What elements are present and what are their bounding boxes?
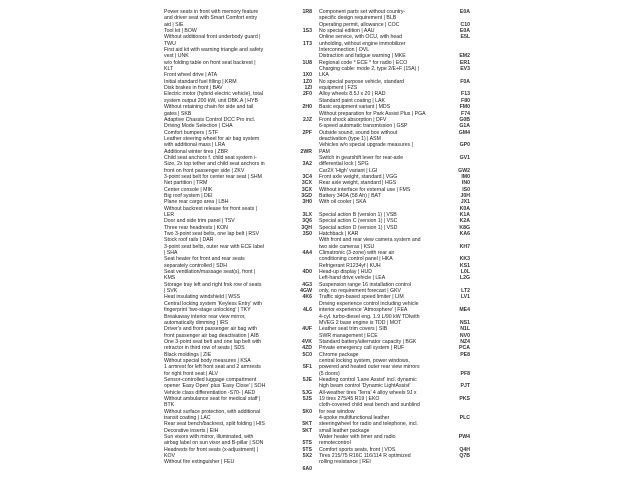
- right-code-line: EM2: [459, 53, 470, 60]
- right-description-line: Suspension range 16 installation control: [319, 281, 411, 288]
- right-description-lines: [319, 9, 467, 466]
- left-description-line: Initial standard fuel filling | KRM: [164, 78, 237, 85]
- left-description-line: Center console | MIK: [164, 186, 213, 193]
- right-code-line: GP0: [459, 142, 470, 149]
- right-description-line: Heading control 'Lane Assist' incl. dynamic: [319, 376, 417, 383]
- right-description-line: Outside sound, sound box without: [319, 129, 398, 136]
- left-description-line: Stock roof rails | DAR: [164, 237, 214, 244]
- left-description-line: Net partition | TRM: [164, 180, 208, 187]
- left-code-column: [290, 9, 312, 472]
- left-description-line: Rear seat bench/backrest, split folding | HIS: [164, 421, 265, 428]
- right-code-column: [448, 9, 470, 459]
- left-code-line: 4ZD: [302, 345, 312, 352]
- left-description-line: for right front seat | ALV: [164, 370, 219, 377]
- right-code-line: KK3: [459, 256, 470, 263]
- right-description-line: steeringwheel for radio and telephone, incl.: [319, 421, 418, 428]
- left-description-line: Driving Mode Selection | CHA: [164, 123, 233, 130]
- right-code-line: ME4: [459, 307, 470, 314]
- right-code-line: EV3: [460, 66, 470, 73]
- left-description-line: TWU: [164, 40, 176, 47]
- right-description-line: conditioning control panel | HKA: [319, 256, 393, 263]
- left-code-line: 3GD: [301, 192, 312, 199]
- right-description-line: Private emergency call system | RUF: [319, 345, 405, 352]
- right-code-line: K0A: [459, 205, 470, 212]
- left-code-line: 4A4: [302, 250, 312, 257]
- left-description-line: BTK: [164, 402, 175, 409]
- left-description-line: Adaptive Chassis Control DCC Pro incl.: [164, 116, 256, 123]
- right-code-line: E0A: [459, 28, 470, 35]
- right-description-line: Comfort sports seats, front | VOS: [319, 446, 396, 453]
- left-description-line: fingerprint 'two-stage unlocking' | TKY: [164, 307, 251, 314]
- left-description-line: Plane rear cargo area | LBH: [164, 199, 229, 206]
- right-description-line: specific design requirement | BLB: [319, 15, 397, 22]
- left-description-line: Sensor-controlled luggage compartment: [164, 376, 257, 383]
- left-description-line: Sun visors with mirror, illuminated, with: [164, 434, 254, 441]
- right-description-line: Vehicles w/o special upgrade measures |: [319, 142, 413, 149]
- left-code-line: 1U8: [302, 59, 312, 66]
- right-code-line: KH7: [459, 243, 470, 250]
- left-code-line: 1Z0: [303, 78, 312, 85]
- left-code-line: 4L6: [303, 307, 312, 314]
- right-description-line: Front shock absorption | DFV: [319, 116, 387, 123]
- left-description-line: airbag label on sun visor and B-pillar | SON: [164, 440, 264, 447]
- right-description-line: Component parts set without country-: [319, 9, 406, 15]
- right-code-line: KA6: [459, 231, 470, 238]
- right-code-line: L2G: [459, 275, 470, 282]
- right-code-line: PE8: [460, 351, 470, 358]
- right-code-line: PCA: [459, 345, 470, 352]
- left-description-line: Door and side trim panel | TSV: [164, 218, 235, 225]
- right-code-line: NS1: [459, 319, 470, 326]
- left-description-line: Tool kit | BOW: [164, 28, 197, 35]
- left-description-line: Heat insulating windshield | WSS: [164, 294, 241, 301]
- left-code-line: 5JS: [302, 395, 312, 402]
- right-description-line: 4-spoke multifunctional leather: [319, 415, 390, 421]
- right-code-line: PLC: [459, 415, 470, 421]
- right-code-line: K2A: [459, 218, 470, 225]
- right-description-line: Special action C (version 1) | VSC: [319, 218, 398, 225]
- left-description-line: Without ambulance seat for medical staff |: [164, 395, 261, 402]
- right-code-line: E5L: [460, 34, 470, 41]
- left-description-line: Headrests for front seats (x-adjustment) |: [164, 446, 259, 453]
- right-description-line: PAM: [319, 148, 330, 155]
- right-description-line: With oil cooler | SKA: [319, 199, 367, 206]
- right-code-line: IN0: [461, 180, 470, 187]
- right-code-line: NZ4: [460, 338, 470, 345]
- left-code-lines: [290, 9, 312, 472]
- right-description-line: Alloy wheels 8.5J x 20 | RAD: [319, 91, 386, 98]
- left-description-line: Big roof system | DEI: [164, 192, 213, 199]
- right-description-line: Head-up display | HUD: [319, 269, 372, 276]
- right-code-line: F13: [461, 91, 470, 98]
- right-code-line: F0A: [460, 78, 470, 85]
- right-description-line: remotecontrol: [319, 440, 351, 447]
- left-code-line: 4K6: [302, 294, 312, 301]
- right-code-line: PJT: [460, 383, 470, 390]
- right-description-line: Operating permit, allowance | COC: [319, 21, 400, 28]
- left-code-line: 1T3: [303, 40, 312, 47]
- left-code-line: 1R8: [302, 9, 312, 15]
- right-description-line: powered and heated outer rear view mirrors: [319, 364, 420, 371]
- right-description-line: Traffic sign-based speed limiter | LIM: [319, 294, 404, 301]
- left-code-line: 4D0: [302, 269, 312, 276]
- right-code-line: LT2: [461, 288, 470, 295]
- left-description-line: First aid kit with warning triangle and safety: [164, 47, 264, 54]
- right-code-line: Q7B: [459, 453, 470, 460]
- right-code-line: K8G: [459, 224, 470, 231]
- left-description-line: transit coating | LAC: [164, 415, 211, 421]
- right-code-line: K1A: [459, 212, 470, 218]
- left-description-line: separately controlled | SDH: [164, 262, 228, 269]
- left-code-line: 4GW: [300, 288, 312, 295]
- right-description-line: Left-hand drive vehicle | LEA: [319, 275, 386, 282]
- left-description-line: Disk brakes in front | BAV: [164, 85, 223, 92]
- left-description-line: with additional mass | LRA: [164, 142, 226, 149]
- left-description-line: aid | SIE: [164, 21, 184, 28]
- right-description-line: SWR management | ECE: [319, 332, 378, 339]
- right-code-line: N1L: [460, 326, 470, 333]
- right-description-line: differential lock | SPG: [319, 161, 369, 168]
- right-code-lines: [448, 9, 470, 459]
- right-code-line: F80: [461, 97, 470, 104]
- right-description-line: MVEG 2 base engine is TDD | MOT: [319, 319, 402, 326]
- left-description-line: Comfort bumpers | STF: [164, 129, 219, 136]
- left-description-line: front passenger air bag deactivation | AIB: [164, 332, 259, 339]
- right-description-line: Water heater with timer and radio: [319, 434, 396, 441]
- right-code-line: E0A: [459, 9, 470, 15]
- right-description-line: All-weather tires 'Terra' 4 alloy wheels 9J x: [319, 389, 417, 396]
- left-code-line: 4VK: [301, 338, 312, 345]
- left-description-line: Decorative inserts | EIH: [164, 427, 219, 434]
- right-code-line: GV1: [459, 154, 470, 161]
- right-description-line: cloth-covered child seat bench and sunblind: [319, 402, 420, 409]
- right-code-line: GW2: [458, 167, 470, 174]
- right-code-line: FM0: [459, 104, 470, 111]
- right-description-line: deactivation (type 1) | ASM: [319, 135, 381, 142]
- left-description-line: Power seats in front with memory feature: [164, 9, 259, 15]
- left-code-line: 3C4: [302, 173, 312, 180]
- left-description-line: gates | SKB: [164, 110, 192, 117]
- right-code-line: PKS: [459, 395, 470, 402]
- left-code-line: 4G3: [302, 281, 312, 288]
- right-description-line: 19 tires 275/45 R19 | EKO: [319, 395, 380, 402]
- left-code-line: 2PF: [302, 129, 312, 136]
- right-description-line: Car2X 'High' variant | LGI: [319, 167, 378, 174]
- right-code-line: ER1: [459, 59, 470, 66]
- left-description-line: Three rear headrests | KON: [164, 224, 228, 231]
- right-code-line: L0L: [460, 269, 470, 276]
- right-description-line: Refrigerant R1234yf | KUH: [319, 262, 381, 269]
- right-description-line: Battery 340A (58 Ah) | BAT: [319, 192, 381, 199]
- right-description-line: 4-cyl. turbo-diesel eng. 1.9 L/90 kW TDIwith: [319, 313, 420, 320]
- left-description-line: 3-point seat belt for center rear seat | SHM: [164, 173, 262, 180]
- left-code-line: 2H0: [302, 104, 312, 111]
- left-description-line: front on front passenger side | ZKV: [164, 167, 245, 174]
- right-description-line: Climatronic (3-zone) with rear air: [319, 250, 395, 257]
- right-description-line: Charging cable: mode 2, type 2/E+F (15A) |: [319, 66, 420, 73]
- right-code-line: G0B: [459, 116, 470, 123]
- right-description-line: Standard paint coating | LAK: [319, 97, 385, 104]
- right-code-line: GM4: [458, 129, 470, 136]
- right-description-line: only, no requirement forecast | GKV: [319, 288, 401, 295]
- right-code-line: KS1: [459, 262, 470, 269]
- left-code-line: 3LX: [302, 212, 312, 218]
- left-code-line: 4UF: [302, 326, 312, 333]
- right-description-line: high beam control 'Dynamic LightAssist': [319, 383, 411, 390]
- right-description-line: small leather package: [319, 427, 370, 434]
- left-description-line: Breakaway interior rear view mirror,: [164, 313, 246, 320]
- right-code-line: IM0: [461, 173, 470, 180]
- right-description-line: interior experience 'Atmosphere' | FEA: [319, 307, 408, 314]
- right-description-line: Hatchback | KAR: [319, 231, 359, 238]
- left-code-line: 3A2: [302, 161, 312, 168]
- left-description-line: Storage tray left and right frsk row of seats: [164, 281, 262, 288]
- right-code-line: JX1: [460, 199, 470, 206]
- right-description-line: Rear axle weight, standard | HGS: [319, 180, 397, 187]
- left-code-line: 3H0: [302, 199, 312, 206]
- left-description-line: KOV: [164, 453, 175, 460]
- left-code-line: 5C0: [302, 351, 312, 358]
- right-code-line: PW4: [458, 434, 470, 441]
- left-description-line: Without retaining chain for side and tail: [164, 104, 254, 111]
- right-description-line: No special purpose vehicle, standard: [319, 78, 405, 85]
- left-description-line: Additional winter tires | ZBR: [164, 148, 228, 155]
- right-code-line: IS0: [462, 186, 470, 193]
- left-code-line: 5JG: [302, 389, 312, 396]
- right-description-line: rolling resistance | REI: [319, 459, 371, 466]
- left-code-line: 3CX: [301, 180, 312, 187]
- left-description-line: Two 3-point seat belts, one lap belt | RSV: [164, 231, 260, 238]
- right-description-line: Distraction and fatigue warning | MKE: [319, 53, 406, 60]
- left-description-line: Size, 2x top tether and child seat anchors in: [164, 161, 265, 168]
- left-code-line: 5K0: [302, 408, 312, 415]
- right-code-line: G1A: [459, 123, 470, 130]
- left-description-line: KLT: [164, 66, 174, 73]
- left-code-line: 2WR: [300, 148, 312, 155]
- left-code-line: 2F0: [303, 91, 312, 98]
- right-description-line: central locking system, power windows,: [319, 357, 410, 364]
- right-description-line: No special edition | AAU: [319, 28, 375, 35]
- left-description-line: 3-point seat belts, outer rear with ECE label: [164, 243, 265, 250]
- left-description-line: Seat heater for front and rear seats: [164, 256, 245, 263]
- right-description-line: Switch in gearshift lever for rear-axle: [319, 154, 404, 161]
- left-code-line: 5KT: [302, 421, 312, 428]
- right-description-line: Regional code * ECE * for radio | ECO: [319, 59, 408, 66]
- left-description-line: Front wheel drive | ATA: [164, 72, 218, 79]
- left-description-line: Without additional front underbody guard |: [164, 34, 261, 41]
- left-description-line: KMS: [164, 275, 176, 282]
- left-code-line: 5X2: [302, 453, 312, 460]
- right-description-line: Interconnection | OVL: [319, 47, 370, 54]
- right-description-line: Without preparation for Park Assist Plus | PGA: [319, 110, 426, 117]
- left-code-line: 3S0: [302, 231, 312, 238]
- right-code-line: C10: [460, 21, 470, 28]
- left-description-line: 1 armrest for left front seat and 2 armrests: [164, 364, 261, 371]
- right-code-line: F74: [461, 110, 470, 117]
- right-description-line: Driving experience control including vehicle: [319, 300, 419, 307]
- right-description-line: Without interface for external use | FMS: [319, 186, 411, 193]
- left-code-line: 5TS: [302, 440, 312, 447]
- left-description-line: Central locking system 'Keyless Entry' with: [164, 300, 262, 307]
- left-description-line: Seat ventilation/massage seat(s), front |: [164, 269, 256, 276]
- left-description-line: One 3-point seat belt and one lap belt with: [164, 338, 262, 345]
- right-code-line: J0H: [460, 192, 470, 199]
- left-code-line: 3Q6: [302, 218, 312, 225]
- right-description-line: for rear window: [319, 408, 355, 415]
- right-description-line: unholding, without engine immobilizer: [319, 40, 406, 47]
- left-description-line: retractor in third row of seats | SDS: [164, 345, 245, 352]
- left-code-line: 5TS: [302, 446, 312, 453]
- left-description-line: Child seat anchors f. child seat system i-: [164, 154, 257, 161]
- right-description-line: Chrome package: [319, 351, 359, 358]
- right-description-line: Leather seat trim covers | SIB: [319, 326, 388, 333]
- left-code-line: 6A0: [302, 465, 312, 472]
- right-code-line: LV1: [460, 294, 470, 301]
- left-description-line: Electric motor (hybrid electric vehicle), total: [164, 91, 263, 98]
- left-description-line: w/o folding table on front seat backrest |: [164, 59, 256, 66]
- left-description-line: automatically dimming | IRS: [164, 319, 229, 326]
- left-description-line: Black moldings | ZIE: [164, 351, 212, 358]
- right-description-line: Special action D (version 1) | VSD: [319, 224, 398, 231]
- left-description-line: vest | UNK: [164, 53, 189, 60]
- right-description-line: (5 doors): [319, 370, 340, 377]
- right-description-line: Special action B (version 1) | VSB: [319, 212, 397, 218]
- left-description-line: Driver's and front passenger air bag with: [164, 326, 257, 333]
- right-description-line: Online service, with OCU, with head: [319, 34, 403, 41]
- left-description-line: | SHA: [164, 250, 178, 257]
- left-description-line: and driver seat with Smart Comfort entry: [164, 15, 258, 22]
- left-description-line: Vehicle class differentiation -S70- | AED: [164, 389, 256, 396]
- right-code-line: Q4H: [459, 446, 470, 453]
- right-description-line: Standard battery/alternator capacity | BGK: [319, 338, 417, 345]
- left-description-line: system output 200 kW, unit DBK.A | HYB: [164, 97, 258, 104]
- left-code-line: 3CX: [301, 186, 312, 193]
- left-code-line: 1S3: [302, 28, 312, 35]
- right-code-line: PF8: [460, 370, 470, 377]
- right-code-line: NV0: [459, 332, 470, 339]
- left-code-line: 1ZI: [304, 85, 312, 92]
- right-description-line: equipment | FZS: [319, 85, 358, 92]
- left-description-line: Leather steering wheel for air bag system: [164, 135, 260, 142]
- left-code-line: 1X0: [302, 72, 312, 79]
- left-code-line: 5F1: [303, 364, 312, 371]
- left-description-line: | SVK: [164, 288, 178, 295]
- right-description-line: two side cameras | KSU: [319, 243, 375, 250]
- left-code-line: 5JE: [302, 376, 312, 383]
- right-description-line: 6-speed automatic transmission | GSP: [319, 123, 408, 130]
- right-description-line: Basic equipment variant | MDS: [319, 104, 391, 111]
- right-description-line: Front axle weight, standard | VGG: [319, 173, 398, 180]
- left-description-line: Without special body measures | KSA: [164, 357, 251, 364]
- right-description-line: Tires 215/75 R16C 116/114 R optimized: [319, 453, 411, 460]
- left-description-line: Without surface protection, with additional: [164, 408, 261, 415]
- left-description-line: LER: [164, 212, 175, 218]
- right-description-column: [319, 9, 467, 466]
- left-description-line: opener 'Easy Open' plus 'Easy Close' | SOH: [164, 383, 266, 390]
- left-description-line: Without fire extinguisher | FEU: [164, 459, 235, 466]
- left-code-line: 5KT: [302, 427, 312, 434]
- left-code-line: 2JZ: [303, 116, 312, 123]
- left-code-line: 3QH: [301, 224, 312, 231]
- left-description-line: Without backrest release for front seats |: [164, 205, 258, 212]
- right-description-line: LKA: [319, 72, 329, 79]
- right-description-line: With front and rear view camera system and: [319, 237, 421, 244]
